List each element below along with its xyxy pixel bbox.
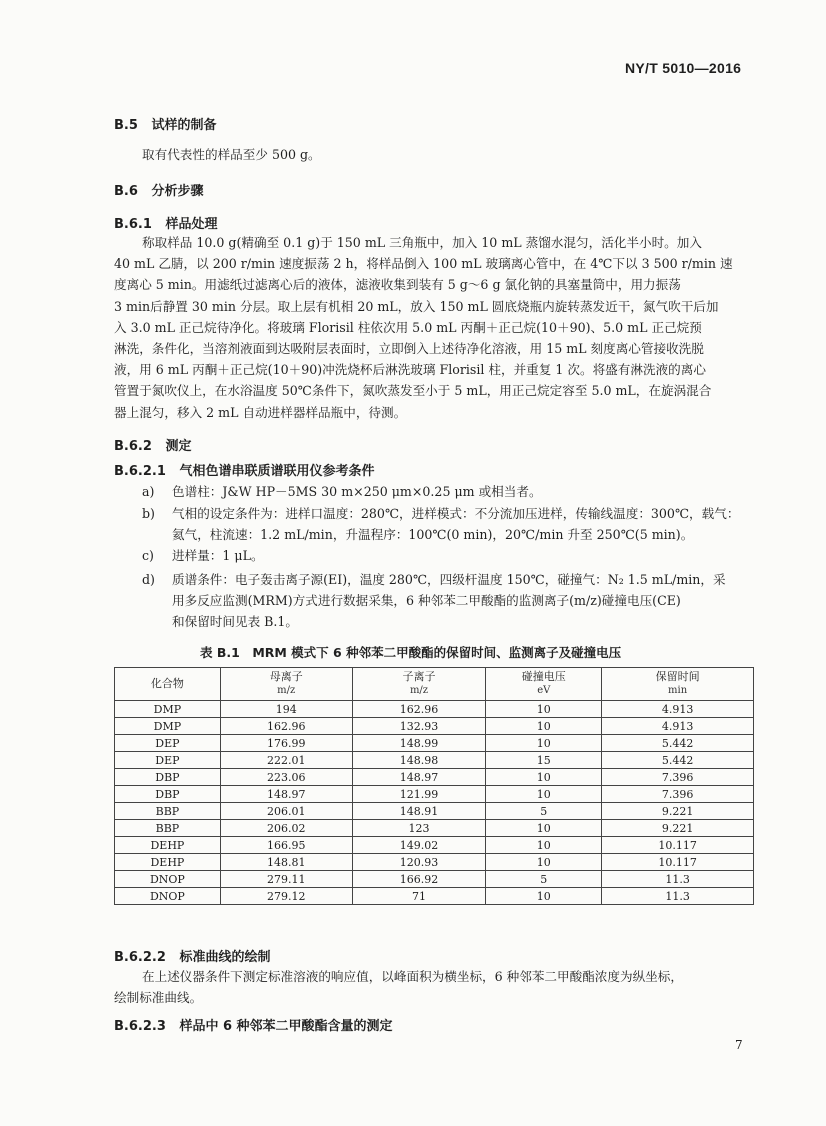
- table-cell: 148.81: [220, 854, 352, 871]
- table-row: [115, 701, 754, 718]
- section-b61-heading: [114, 213, 217, 232]
- table-cell: 10: [486, 888, 602, 905]
- table-cell: DMP: [115, 701, 221, 718]
- section-number: B.6.2.3: [114, 1019, 166, 1034]
- paragraph-line: 管置于氮吹仪上，在水浴温度 50℃条件下，氮吹蒸发至小于 5 mL，用正己烷定容至 5.0 mL，在旋涡混合: [114, 383, 712, 399]
- table-cell: 7.396: [602, 769, 754, 786]
- section-title: 样品处理: [165, 217, 218, 232]
- section-title: 标准曲线的绘制: [179, 950, 271, 965]
- section-title: 测定: [165, 439, 192, 454]
- section-b623-heading: [114, 1015, 393, 1034]
- table-cell: 166.92: [352, 871, 486, 888]
- list-text: 和保留时间见表 B.1。: [172, 614, 299, 630]
- table-row: [115, 837, 754, 854]
- table-row: [115, 786, 754, 803]
- table-cell: DEHP: [115, 854, 221, 871]
- section-title: 样品中 6 种邻苯二甲酸酯含量的测定: [179, 1019, 393, 1034]
- table-cell: DEP: [115, 752, 221, 769]
- table-cell: 148.91: [352, 803, 486, 820]
- table-cell: BBP: [115, 820, 221, 837]
- section-title: 气相色谱串联质谱联用仪参考条件: [179, 464, 375, 479]
- table-cell: 10: [486, 701, 602, 718]
- table-cell: 15: [486, 752, 602, 769]
- list-marker: d): [142, 572, 155, 587]
- table-row: [115, 752, 754, 769]
- list-marker: a): [142, 484, 155, 499]
- table-cell: 279.12: [220, 888, 352, 905]
- paragraph-line: 40 mL 乙腈，以 200 r/min 速度振荡 2 h，将样品倒入 100 mL 玻璃离心管中，在 4℃下以 3 500 r/min 速: [114, 256, 733, 272]
- page-number: 7: [735, 1038, 743, 1052]
- table-cell: DBP: [115, 769, 221, 786]
- column-header: 子离子 m/z: [352, 668, 486, 701]
- table-header-row: [115, 668, 754, 701]
- table-cell: 162.96: [352, 701, 486, 718]
- table-cell: 5: [486, 871, 602, 888]
- table-cell: 5: [486, 803, 602, 820]
- list-text: 进样量：1 μL。: [172, 548, 264, 563]
- paragraph-line: 入 3.0 mL 正己烷待净化。将玻璃 Florisil 柱依次用 5.0 mL 丙酮＋正己烷(10＋90)、5.0 mL 正己烷预: [114, 319, 702, 335]
- table-cell: DMP: [115, 718, 221, 735]
- table-cell: 10: [486, 837, 602, 854]
- paragraph-line: 绘制标准曲线。: [114, 990, 203, 1006]
- table-cell: 10: [486, 769, 602, 786]
- table-row: [115, 718, 754, 735]
- list-item-a: [142, 481, 542, 502]
- list-item-c: [142, 545, 264, 566]
- paragraph-line: 3 min后静置 30 min 分层。取上层有机相 20 mL，放入 150 mL 圆底烧瓶内旋转蒸发近干，氮气吹干后加: [114, 298, 719, 314]
- standard-number: NY/T 5010—2016: [625, 60, 742, 76]
- table-body: [115, 701, 754, 905]
- table-cell: 10: [486, 735, 602, 752]
- list-text: 质谱条件：电子轰击离子源(EI)，温度 280℃，四级杆温度 150℃，碰撞气：N₂ 1.5 mL/min，采: [172, 572, 726, 587]
- table-cell: 176.99: [220, 735, 352, 752]
- table-cell: DEHP: [115, 837, 221, 854]
- table-cell: 148.97: [220, 786, 352, 803]
- paragraph-line: 称取样品 10.0 g(精确至 0.1 g)于 150 mL 三角瓶中，加入 10 mL 蒸馏水混匀，活化半小时。加入: [142, 235, 702, 250]
- table-cell: 121.99: [352, 786, 486, 803]
- paragraph-line: 器上混匀，移入 2 mL 自动进样器样品瓶中，待测。: [114, 404, 407, 420]
- table-cell: 9.221: [602, 820, 754, 837]
- table-row: [115, 769, 754, 786]
- column-header: 碰撞电压 eV: [486, 668, 602, 701]
- table-cell: 194: [220, 701, 352, 718]
- section-b5-text: 取有代表性的样品至少 500 g。: [142, 147, 321, 162]
- table-cell: 5.442: [602, 752, 754, 769]
- table-cell: 149.02: [352, 837, 486, 854]
- list-marker: c): [142, 548, 154, 563]
- paragraph-line: 液，用 6 mL 丙酮＋正己烷(10＋90)冲洗烧杯后淋洗玻璃 Florisil 柱，并重复 1 次。将盛有淋洗液的离心: [114, 362, 706, 378]
- table-cell: 71: [352, 888, 486, 905]
- section-number: B.6.1: [114, 217, 152, 232]
- table-cell: 120.93: [352, 854, 486, 871]
- column-header: 化合物: [115, 668, 221, 701]
- section-b622-paragraph: [114, 966, 754, 1008]
- table-cell: 7.396: [602, 786, 754, 803]
- table-cell: 223.06: [220, 769, 352, 786]
- section-number: B.6.2.2: [114, 950, 166, 965]
- table-cell: 4.913: [602, 718, 754, 735]
- table-cell: 10: [486, 718, 602, 735]
- table-cell: 162.96: [220, 718, 352, 735]
- column-header: 保留时间 min: [602, 668, 754, 701]
- table-cell: 10: [486, 854, 602, 871]
- table-cell: 10: [486, 786, 602, 803]
- table-cell: DNOP: [115, 871, 221, 888]
- table-cell: DBP: [115, 786, 221, 803]
- section-number: B.6.2: [114, 439, 152, 454]
- section-b622-heading: [114, 946, 270, 965]
- section-title: 试样的制备: [151, 118, 217, 133]
- list-text: 气相的设定条件为：进样口温度：280℃，进样模式：不分流加压进样，传输线温度：300℃，载气：: [172, 506, 740, 521]
- list-item-b: [142, 503, 739, 545]
- section-b61-paragraph: [114, 232, 754, 423]
- table-cell: DEP: [115, 735, 221, 752]
- list-marker: b): [142, 506, 155, 521]
- column-header: 母离子 m/z: [220, 668, 352, 701]
- section-b62-heading: [114, 435, 191, 454]
- table-cell: 5.442: [602, 735, 754, 752]
- table-row: [115, 735, 754, 752]
- section-number: B.6.2.1: [114, 464, 166, 479]
- table-cell: 123: [352, 820, 486, 837]
- table-row: [115, 871, 754, 888]
- table-cell: 279.11: [220, 871, 352, 888]
- section-b6-heading: [114, 180, 204, 199]
- table-cell: 10.117: [602, 854, 754, 871]
- table-cell: 10: [486, 820, 602, 837]
- table-cell: BBP: [115, 803, 221, 820]
- section-b621-heading: [114, 460, 374, 479]
- table-cell: 4.913: [602, 701, 754, 718]
- list-text: 色谱柱：J&W HP－5MS 30 m×250 μm×0.25 μm 或相当者。: [172, 484, 542, 499]
- table-row: [115, 888, 754, 905]
- table-cell: 206.02: [220, 820, 352, 837]
- list-text: 氦气，柱流速：1.2 mL/min，升温程序：100℃(0 min)，20℃/min 升至 250℃(5 min)。: [172, 527, 694, 543]
- table-row: [115, 803, 754, 820]
- table-cell: 206.01: [220, 803, 352, 820]
- table-cell: 148.99: [352, 735, 486, 752]
- section-title: 分析步骤: [151, 184, 204, 199]
- table-caption: 表 B.1 MRM 模式下 6 种邻苯二甲酸酯的保留时间、监测离子及碰撞电压: [200, 645, 622, 660]
- table-row: [115, 854, 754, 871]
- table-cell: 9.221: [602, 803, 754, 820]
- section-number: B.6: [114, 184, 138, 199]
- table-cell: 11.3: [602, 871, 754, 888]
- table-cell: 11.3: [602, 888, 754, 905]
- paragraph-line: 淋洗，条件化，当溶剂液面到达吸附层表面时，立即倒入上述待净化溶液，用 15 mL 刻度离心管接收洗脱: [114, 341, 704, 357]
- paragraph-line: 度离心 5 min。用滤纸过滤离心后的液体，滤液收集到装有 5 g～6 g 氯化钠的具塞量筒中，用力振荡: [114, 277, 681, 293]
- section-number: B.5: [114, 118, 138, 133]
- table-cell: 222.01: [220, 752, 352, 769]
- table-cell: 148.98: [352, 752, 486, 769]
- table-cell: 148.97: [352, 769, 486, 786]
- list-text: 用多反应监测(MRM)方式进行数据采集，6 种邻苯二甲酸酯的监测离子(m/z)碰撞电压(CE): [172, 593, 681, 609]
- paragraph-line: 在上述仪器条件下测定标准溶液的响应值，以峰面积为横坐标，6 种邻苯二甲酸酯浓度为纵坐标，: [142, 969, 683, 984]
- table-row: [115, 820, 754, 837]
- list-item-d: [142, 569, 726, 633]
- section-b5-heading: [114, 114, 217, 133]
- table-cell: 166.95: [220, 837, 352, 854]
- table-cell: DNOP: [115, 888, 221, 905]
- table-cell: 132.93: [352, 718, 486, 735]
- table-cell: 10.117: [602, 837, 754, 854]
- data-table: [114, 667, 754, 905]
